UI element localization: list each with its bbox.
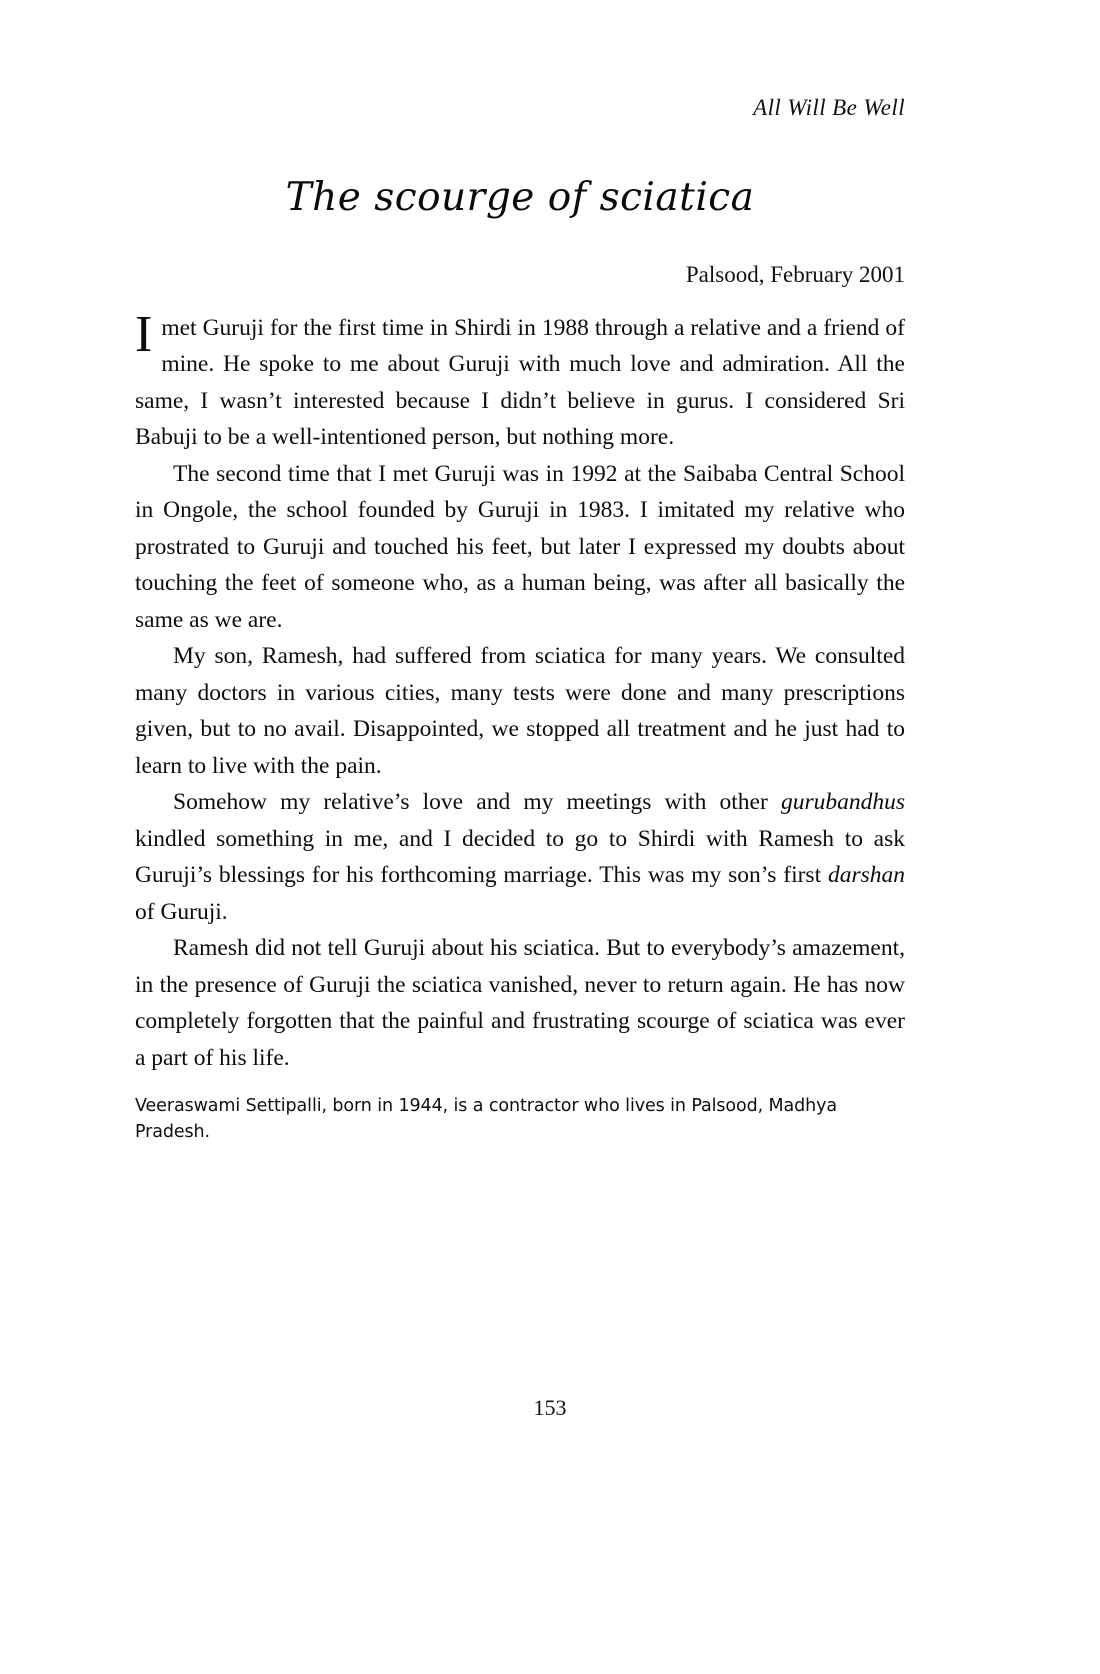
paragraph-4-text-b: kindled something in me, and I decided to go to Shirdi with Ramesh to ask Guruji’s blessings for his forthcoming marriage. This was my son’s first xyxy=(135,825,905,889)
page-content xyxy=(135,95,905,1145)
paragraph-1 xyxy=(135,305,905,456)
paragraph-4-text-a: Somehow my relative’s love and my meetings with other xyxy=(173,789,781,816)
drop-cap: I xyxy=(135,305,153,363)
chapter-title: The scourge of sciatica xyxy=(285,175,755,220)
paragraph-5: Ramesh did not tell Guruji about his sciatica. But to everybody’s amazement, in the presence of Guruji the sciatica vanished, never to return again. He has now completely forgotten that the painful and frustrating scourge of sciatica was ever a part of his life. xyxy=(135,935,905,1071)
place-and-date: Palsood, February 2001 xyxy=(685,261,905,287)
paragraph-3: My son, Ramesh, had suffered from sciatica for many years. We consulted many doctors in various cities, many tests were done and many prescriptions given, but to no avail. Disappointed, we stopped all treatment and he just had to learn to live with the pain. xyxy=(135,643,905,779)
paragraph-1-text: met Guruji for the first time in Shirdi in 1988 through a relative and a friend of mine. He spoke to me about Guruji with much love and admiration. All the same, I wasn’t interested because I didn’t believe in gurus. I considered Sri Babuji to be a well-intentioned person, but nothing more. xyxy=(135,314,905,451)
foreign-term-darshan: darshan xyxy=(827,862,905,889)
paragraph-4 xyxy=(135,784,905,930)
page-number: 153 xyxy=(533,1395,567,1420)
foreign-term-gurubandhus: gurubandhus xyxy=(780,789,905,816)
author-footnote: Veeraswami Settipalli, born in 1944, is a contractor who lives in Palsood, Madhya Pradesh. xyxy=(135,1096,838,1143)
paragraph-2: The second time that I met Guruji was in 1992 at the Saibaba Central School in Ongole, the school founded by Guruji in 1983. I imitated my relative who prostrated to Guruji and touched his feet, but later I expressed my doubts about touching the feet of someone who, as a human being, was after all basically the same as we are. xyxy=(135,460,905,633)
running-head: All Will Be Well xyxy=(753,95,905,120)
paragraph-4-text-c: of Guruji. xyxy=(135,898,228,925)
